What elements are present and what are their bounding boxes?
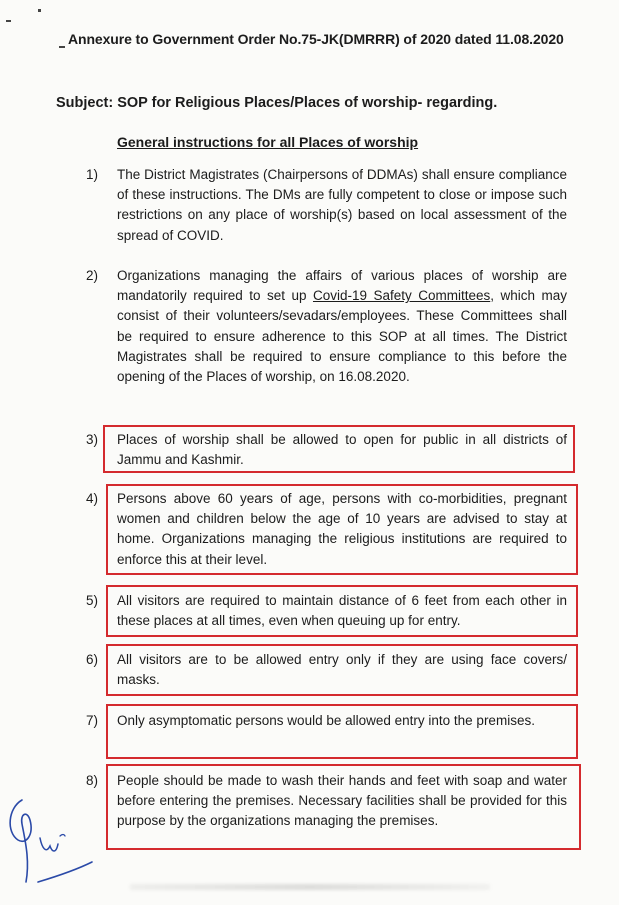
item-number: 8) — [86, 773, 99, 788]
item-text: All visitors are required to maintain distance of 6 feet from each other in these places at all times, even when queuing up for entry. — [117, 593, 567, 629]
instruction-item-3 — [86, 430, 566, 472]
item-number: 4) — [86, 491, 99, 506]
item-text: Persons above 60 years of age, persons with co-morbidities, pregnant women and children below the age of 10 years are advised to stay at home. Organizations managing the religious institutions are required to enforce this at their level. — [117, 491, 567, 567]
instruction-item-6 — [86, 650, 566, 692]
item-text: All visitors are to be allowed entry only if they are using face covers/ masks. — [117, 652, 567, 688]
annexure-header: Annexure to Government Order No.75-JK(DMRRR) of 2020 dated 11.08.2020 — [68, 31, 564, 47]
item-number: 7) — [86, 713, 99, 728]
bleed-through-text — [130, 884, 490, 890]
item-number: 6) — [86, 652, 99, 667]
covid-safety-committees-text: Covid-19 Safety Committees — [312, 288, 491, 304]
instruction-item-7 — [86, 711, 566, 753]
item-text-part: Organizations managing the affairs of various places of worship are mandatorily required to set up — [117, 268, 567, 304]
instruction-item-2 — [86, 266, 566, 408]
instruction-item-1 — [86, 165, 566, 247]
item-text: People should be made to wash their hands and feet with soap and water before entering the premises. Necessary facilities shall be provided for this purpose by the organizations managing the premises. — [117, 773, 567, 829]
item-text-part: , which may consist of their volunteers/sevadars/employees. These Committees shall be required to ensure adherence to this SOP at all times. The District Magistrates shall be required to ensure compliance to this before the opening of the Places of worship, on 16.08.2020. — [117, 288, 567, 385]
instruction-item-4 — [86, 489, 566, 573]
scan-mark — [38, 9, 41, 12]
item-text — [117, 266, 567, 387]
item-number: 5) — [86, 593, 99, 608]
item-number: 3) — [86, 432, 99, 447]
item-text: The District Magistrates (Chairpersons of DDMAs) shall ensure compliance of these instructions. The DMs are fully competent to close or impose such restrictions on any place of worship(s) based on local assessment of the spread of COVID. — [117, 167, 567, 243]
item-text: Only asymptomatic persons would be allowed entry into the premises. — [117, 713, 535, 728]
instruction-item-8 — [86, 771, 566, 851]
scan-mark — [6, 20, 11, 22]
signature-icon — [0, 790, 110, 900]
instruction-item-5 — [86, 591, 566, 633]
subject-line: Subject: SOP for Religious Places/Places of worship- regarding. — [56, 95, 498, 111]
item-number: 1) — [86, 167, 99, 182]
scan-mark — [59, 46, 65, 48]
item-number: 2) — [86, 268, 99, 283]
item-text: Places of worship shall be allowed to open for public in all districts of Jammu and Kashmir. — [117, 432, 567, 468]
section-title: General instructions for all Places of worship — [117, 134, 419, 150]
